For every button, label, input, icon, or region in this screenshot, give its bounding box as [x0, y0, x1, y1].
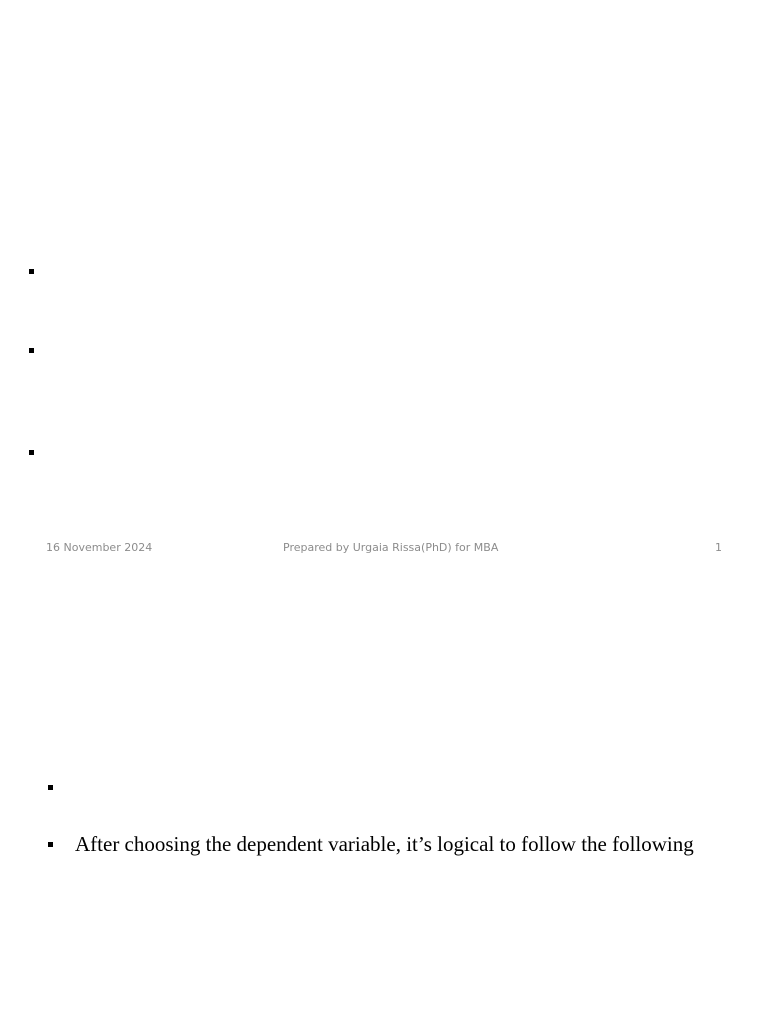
bullet-marker [29, 269, 34, 274]
bullet-marker [48, 785, 53, 790]
bullet-marker [29, 450, 34, 455]
slide-2 [0, 576, 768, 1024]
bullet-marker [29, 348, 34, 353]
footer-date: 16 November 2024 [46, 541, 153, 554]
bullet-marker [48, 842, 53, 847]
footer-page-number: 1 [715, 541, 722, 554]
footer-author-note: Prepared by Urgaia Rissa(PhD) for MBA [283, 541, 499, 554]
bullet-text: After choosing the dependent variable, it’s logical to follow the following [75, 832, 694, 856]
